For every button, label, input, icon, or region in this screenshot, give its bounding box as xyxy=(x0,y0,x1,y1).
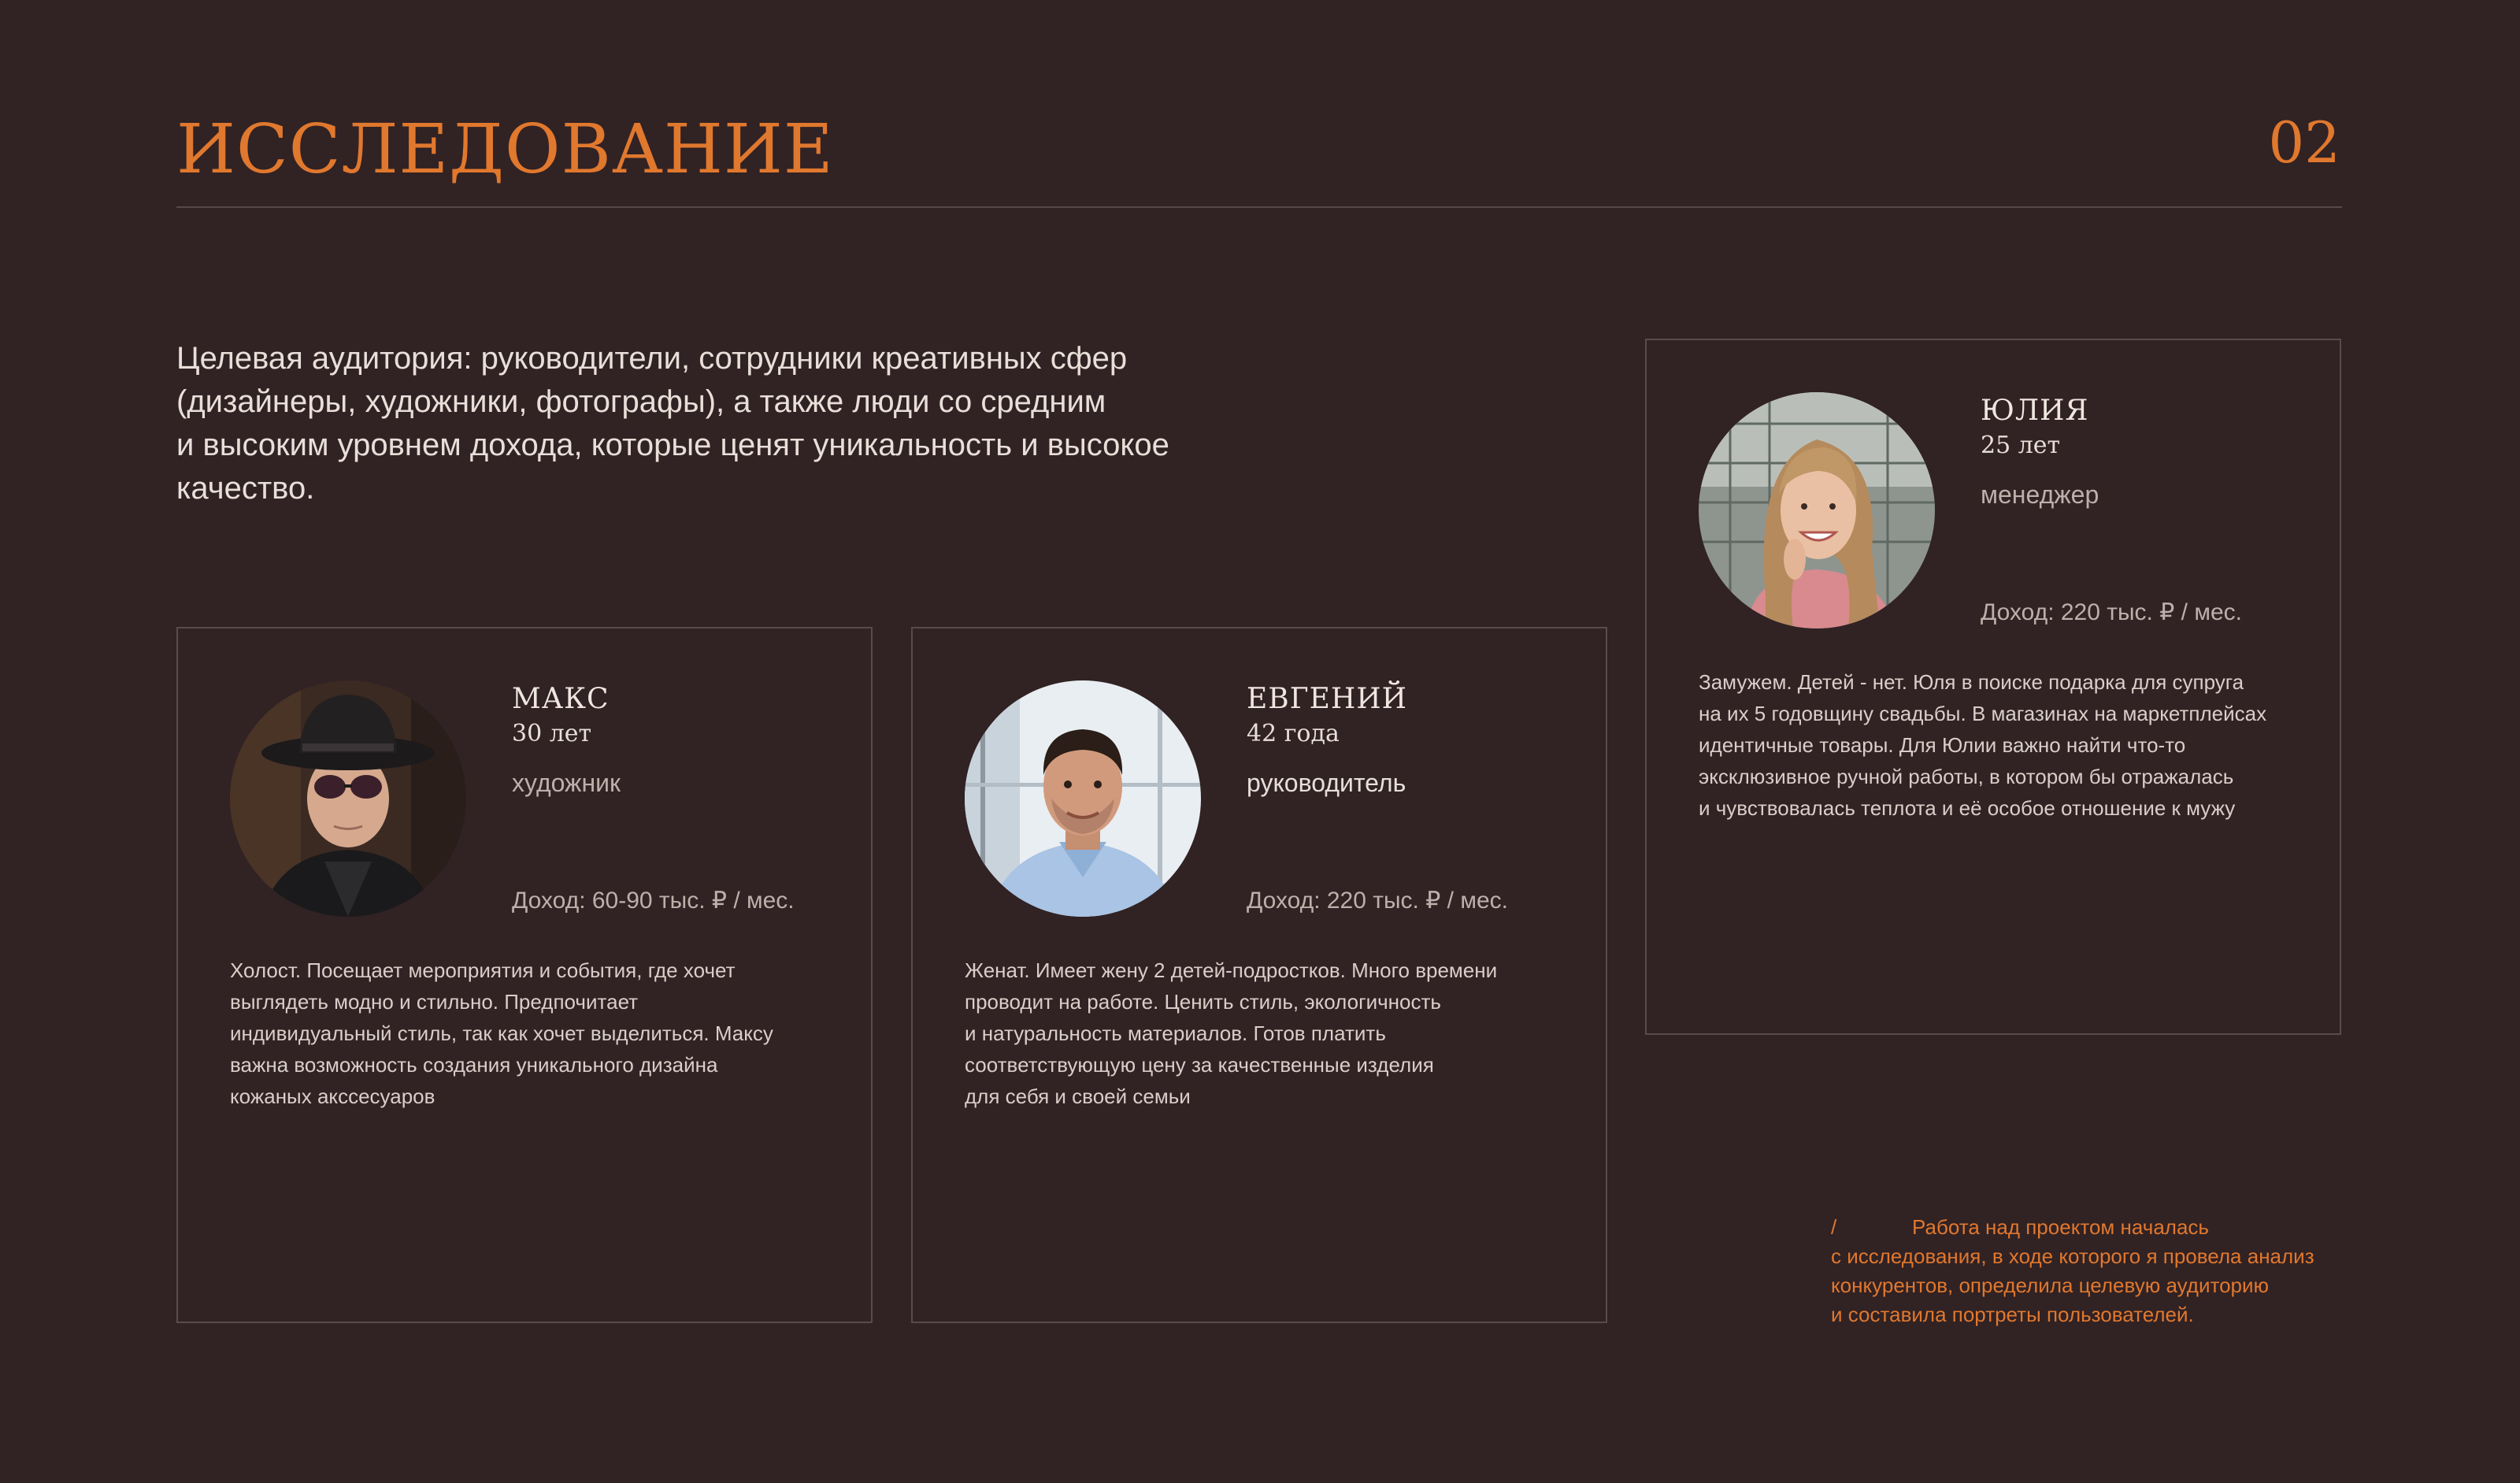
intro-line: Целевая аудитория: руководители, сотрудники креативных сфер xyxy=(176,341,1128,376)
avatar-image xyxy=(230,680,466,917)
description-line: соответствующую цену за качественные изделия xyxy=(965,1053,1434,1077)
avatar-image xyxy=(1699,392,1935,628)
persona-age: 25 лет xyxy=(1981,432,2061,459)
intro-line: качество. xyxy=(176,471,315,506)
page-title: ИССЛЕДОВАНИЕ xyxy=(176,110,834,189)
avatar-photo-evgeny xyxy=(965,680,1201,917)
description-line: эксклюзивное ручной работы, в котором бы отражалась xyxy=(1699,765,2234,788)
description-line: и натуральность материалов. Готов платить xyxy=(965,1021,1386,1045)
intro-line: (дизайнеры, художники, фотографы), а также люди со средним xyxy=(176,384,1106,419)
description-line: кожаных акссесуаров xyxy=(230,1084,435,1108)
persona-description xyxy=(1699,666,2313,824)
description-line: и чувствовалась теплота и её особое отношение к мужу xyxy=(1699,796,2236,820)
page-number: 02 xyxy=(2268,109,2340,176)
description-line: важна возможность создания уникального дизайна xyxy=(230,1053,718,1077)
persona-age: 42 года xyxy=(1247,720,1340,747)
avatar-photo-yulia xyxy=(1699,392,1935,628)
persona-card-yulia xyxy=(1645,339,2341,1035)
persona-name: МАКС xyxy=(512,683,610,715)
avatar-photo-maks xyxy=(230,680,466,917)
avatar-image xyxy=(965,680,1201,917)
persona-role: художник xyxy=(512,769,621,797)
persona-name: ЕВГЕНИЙ xyxy=(1247,683,1408,715)
description-line: на их 5 годовщину свадьбы. В магазинах на маркетплейсах xyxy=(1699,702,2267,725)
research-note xyxy=(1831,1213,2382,1329)
intro-line: и высоким уровнем дохода, которые ценят уникальность и высокое xyxy=(176,428,1169,462)
description-line: Замужем. Детей - нет. Юля в поиске подарка для супруга xyxy=(1699,670,2244,694)
note-line: Работа над проектом началась xyxy=(1912,1215,2209,1239)
persona-description xyxy=(230,955,844,1112)
description-line: выглядеть модно и стильно. Предпочитает xyxy=(230,990,639,1014)
persona-role: менеджер xyxy=(1981,480,2099,509)
description-line: идентичные товары. Для Юлии важно найти что-то xyxy=(1699,733,2186,757)
note-line: с исследования, в ходе которого я провела анализ xyxy=(1831,1244,2314,1268)
persona-income: Доход: 220 тыс. ₽ / мес. xyxy=(1247,888,1508,914)
persona-name: ЮЛИЯ xyxy=(1981,395,2089,427)
description-line: для себя и своей семьи xyxy=(965,1084,1191,1108)
description-line: проводит на работе. Ценить стиль, экологичность xyxy=(965,990,1441,1014)
persona-card-maks xyxy=(176,627,873,1323)
note-line: конкурентов, определила целевую аудиторию xyxy=(1831,1274,2270,1297)
note-line: и составила портреты пользователей. xyxy=(1831,1303,2194,1326)
description-line: Женат. Имеет жену 2 детей-подростков. Много времени xyxy=(965,958,1498,982)
description-line: индивидуальный стиль, так как хочет выделиться. Максу xyxy=(230,1021,773,1045)
persona-age: 30 лет xyxy=(512,720,592,747)
target-audience-text xyxy=(176,337,1295,510)
persona-income: Доход: 220 тыс. ₽ / мес. xyxy=(1981,599,2242,625)
header-divider xyxy=(176,206,2342,208)
persona-card-evgeny xyxy=(911,627,1607,1323)
persona-role: руководитель xyxy=(1247,769,1406,797)
description-line: Холост. Посещает мероприятия и события, где хочет xyxy=(230,958,736,982)
persona-description xyxy=(965,955,1579,1112)
note-slash: / xyxy=(1831,1215,1837,1239)
persona-income: Доход: 60-90 тыс. ₽ / мес. xyxy=(512,888,795,914)
